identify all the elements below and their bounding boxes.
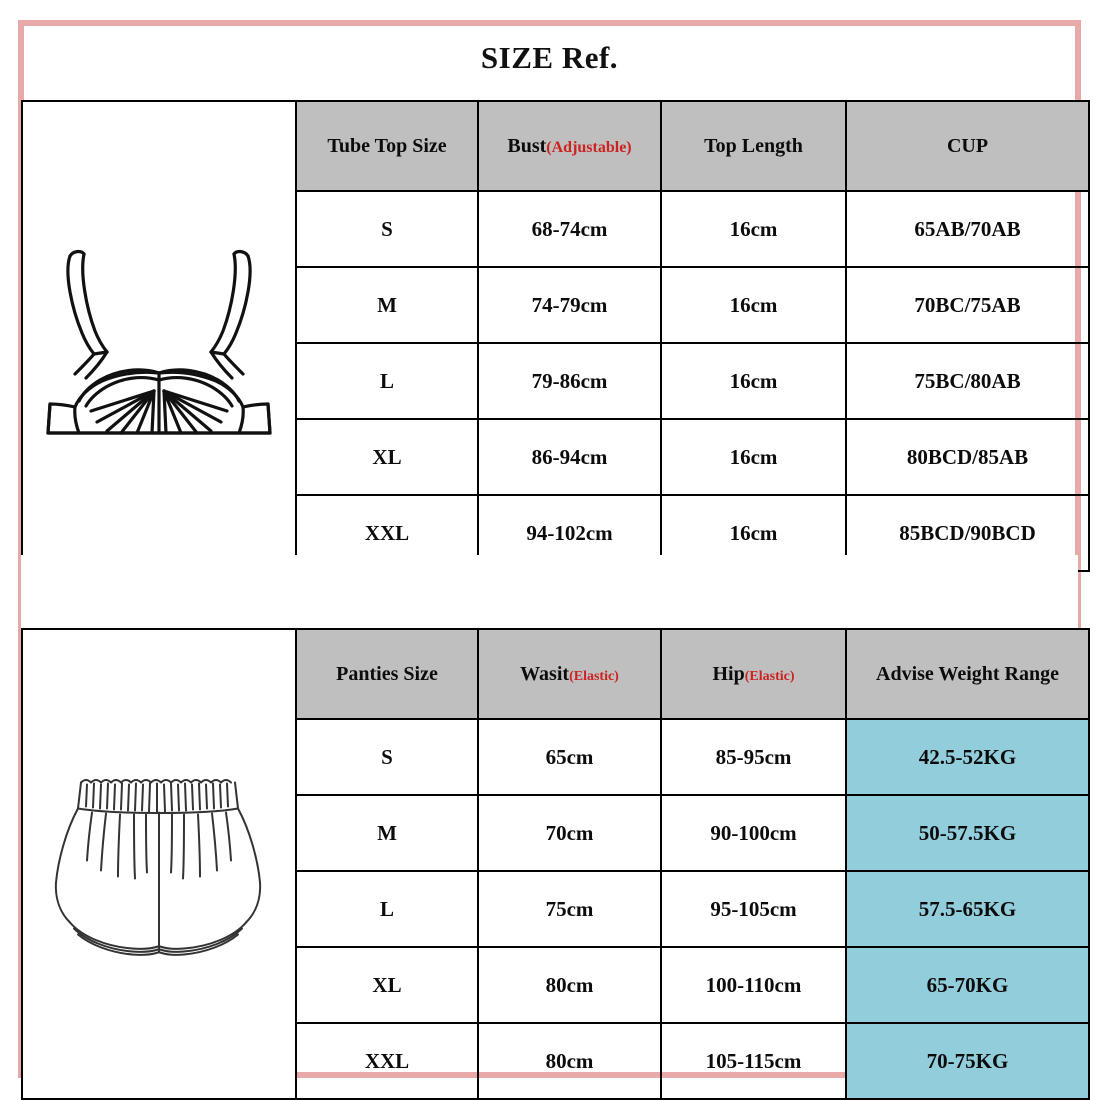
panty-cell-hip: 95-105cm [661,871,846,947]
bra-header-cup: CUP [846,101,1089,191]
bra-cell-cup: 65AB/70AB [846,191,1089,267]
panty-size-table-block [21,628,1078,1072]
panty-header-waist-main: Wasit [520,662,570,685]
bra-cell-size: L [296,343,478,419]
panty-header-hip-main: Hip [712,662,745,685]
bra-cell-bust: 79-86cm [478,343,661,419]
panty-header-hip-note: (Elastic) [744,668,795,684]
panty-cell-waist: 75cm [478,871,661,947]
bra-cell-top-length: 16cm [661,267,846,343]
panty-cell-hip: 90-100cm [661,795,846,871]
bra-header-bust-main: Bust [507,134,547,157]
bra-illustration [34,221,284,451]
panty-cell-size: XL [296,947,478,1023]
panty-cell-waist: 80cm [478,1023,661,1099]
bra-header-top-length: Top Length [661,101,846,191]
bra-cell-top-length: 16cm [661,419,846,495]
page-title: SIZE Ref. [480,40,619,75]
bra-table-header-row [22,101,1089,191]
panty-cell-waist: 70cm [478,795,661,871]
bra-cell-bust: 74-79cm [478,267,661,343]
panty-cell-size: XXL [296,1023,478,1099]
panty-header-hip [661,629,846,719]
panty-table-header-row [22,629,1089,719]
panty-header-waist-note: (Elastic) [569,668,619,684]
panty-cell-hip: 85-95cm [661,719,846,795]
bra-cell-size: S [296,191,478,267]
bra-header-bust [478,101,661,191]
panty-cell-waist: 80cm [478,947,661,1023]
panty-cell-hip: 100-110cm [661,947,846,1023]
panty-header-size: Panties Size [296,629,478,719]
bra-header-bust-note: (Adjustable) [546,138,632,156]
panty-cell-size: S [296,719,478,795]
table-separator-band [21,555,1078,628]
panty-cell-weight: 65-70KG [846,947,1089,1023]
panty-header-weight: Advise Weight Range [846,629,1089,719]
bra-cell-bust: 86-94cm [478,419,661,495]
shorts-illustration [34,757,284,972]
bra-illustration-cell [22,101,296,571]
panty-cell-size: M [296,795,478,871]
bra-cell-top-length: 16cm [661,343,846,419]
bra-cell-size: XXL [296,495,478,571]
panty-size-table [21,628,1090,1100]
panty-cell-weight: 57.5-65KG [846,871,1089,947]
bra-cell-size: XL [296,419,478,495]
bra-size-table-block [21,100,1078,555]
bra-cell-cup: 70BC/75AB [846,267,1089,343]
bra-cell-size: M [296,267,478,343]
bra-cell-bust: 94-102cm [478,495,661,571]
panty-cell-weight: 50-57.5KG [846,795,1089,871]
bra-size-table [21,100,1090,572]
panty-cell-waist: 65cm [478,719,661,795]
panty-cell-hip: 105-115cm [661,1023,846,1099]
panty-header-waist [478,629,661,719]
frame-border-top [18,20,1081,26]
bra-cell-bust: 68-74cm [478,191,661,267]
panty-cell-weight: 42.5-52KG [846,719,1089,795]
bra-cell-cup: 85BCD/90BCD [846,495,1089,571]
bra-cell-cup: 75BC/80AB [846,343,1089,419]
bra-cell-top-length: 16cm [661,495,846,571]
panty-cell-weight: 70-75KG [846,1023,1089,1099]
bra-cell-cup: 80BCD/85AB [846,419,1089,495]
bra-header-size: Tube Top Size [296,101,478,191]
bra-cell-top-length: 16cm [661,191,846,267]
panty-cell-size: L [296,871,478,947]
shorts-illustration-cell [22,629,296,1099]
